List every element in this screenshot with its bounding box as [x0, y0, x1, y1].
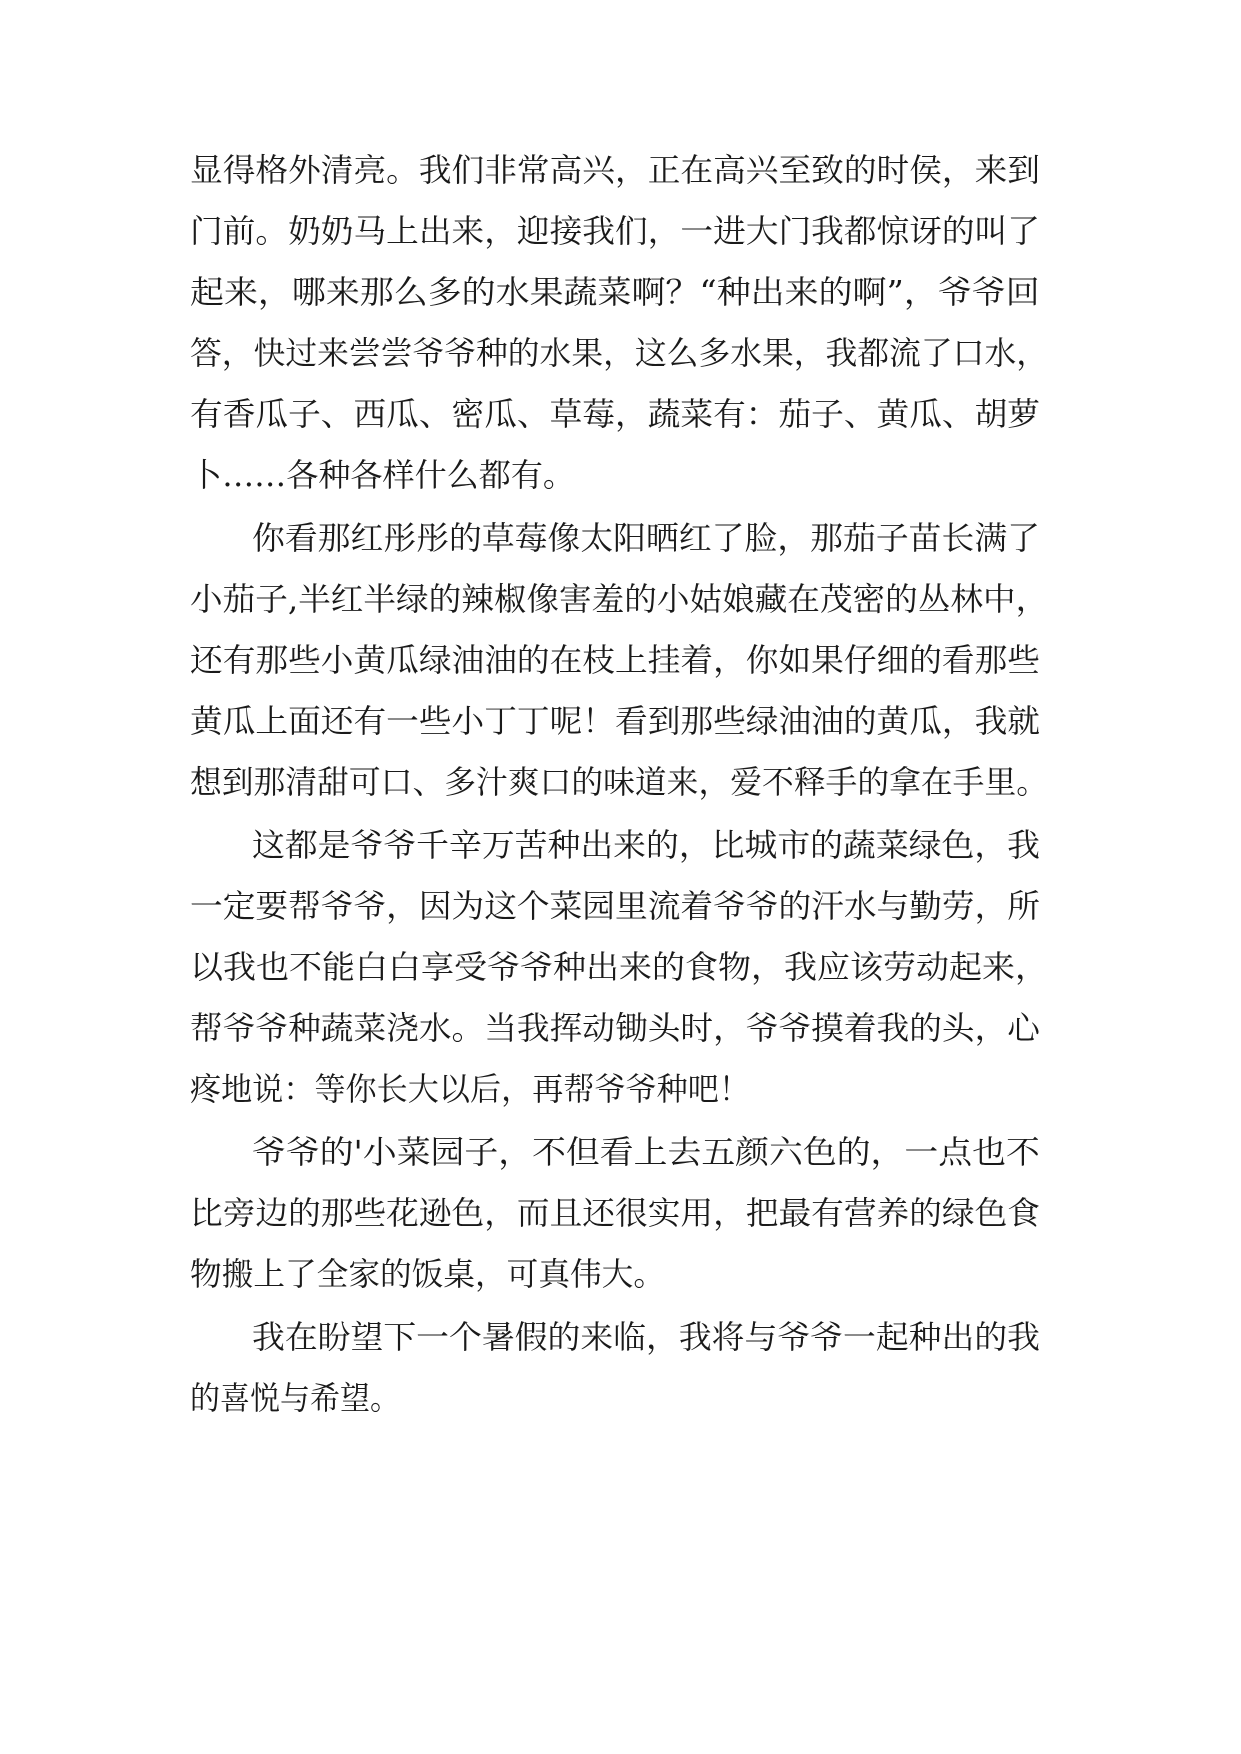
- text-line: 比旁边的那些花逊色，而且还很实用，把最有营养的绿色食: [190, 1194, 1041, 1232]
- text-line: 物搬上了全家的饭桌，可真伟大。: [190, 1255, 666, 1293]
- text-line: 黄瓜上面还有一些小丁丁呢！看到那些绿油油的黄瓜，我就: [190, 702, 1041, 740]
- text-line: 还有那些小黄瓜绿油油的在枝上挂着，你如果仔细的看那些: [190, 641, 1041, 679]
- text-line: 疼地说：等你长大以后，再帮爷爷种吧！: [190, 1070, 751, 1108]
- text-line: 想到那清甜可口、多汁爽口的味道来，爱不释手的拿在手里。: [190, 763, 1049, 801]
- text-line: 你看那红彤彤的草莓像太阳晒红了脸，那茄子苗长满了: [252, 519, 1041, 557]
- text-line: 显得格外清亮。我们非常高兴，正在高兴至致的时侯，来到: [190, 151, 1041, 189]
- text-line: 起来，哪来那么多的水果蔬菜啊？“种出来的啊”，爷爷回: [190, 273, 1040, 311]
- text-line: 卜……各种各样什么都有。: [190, 456, 576, 494]
- text-line: 门前。奶奶马上出来，迎接我们，一进大门我都惊讶的叫了: [190, 212, 1041, 250]
- text-line: 小茄子,半红半绿的辣椒像害羞的小姑娘藏在茂密的丛林中，: [190, 580, 1049, 618]
- text-line: 有香瓜子、西瓜、密瓜、草莓，蔬菜有：茄子、黄瓜、胡萝: [190, 395, 1041, 433]
- text-line: 这都是爷爷千辛万苦种出来的，比城市的蔬菜绿色，我: [252, 826, 1041, 864]
- text-line: 我在盼望下一个暑假的来临，我将与爷爷一起种出的我: [252, 1318, 1041, 1356]
- text-line: 答，快过来尝尝爷爷种的水果，这么多水果，我都流了口水，: [190, 334, 1049, 372]
- text-line: 一定要帮爷爷，因为这个菜园里流着爷爷的汗水与勤劳，所: [190, 887, 1041, 925]
- text-line: 帮爷爷种蔬菜浇水。当我挥动锄头时，爷爷摸着我的头，心: [190, 1009, 1041, 1047]
- text-line: 爷爷的'小菜园子，不但看上去五颜六色的，一点也不: [252, 1133, 1040, 1171]
- text-line: 以我也不能白白享受爷爷种出来的食物，我应该劳动起来，: [190, 948, 1049, 986]
- text-line: 的喜悦与希望。: [190, 1379, 401, 1417]
